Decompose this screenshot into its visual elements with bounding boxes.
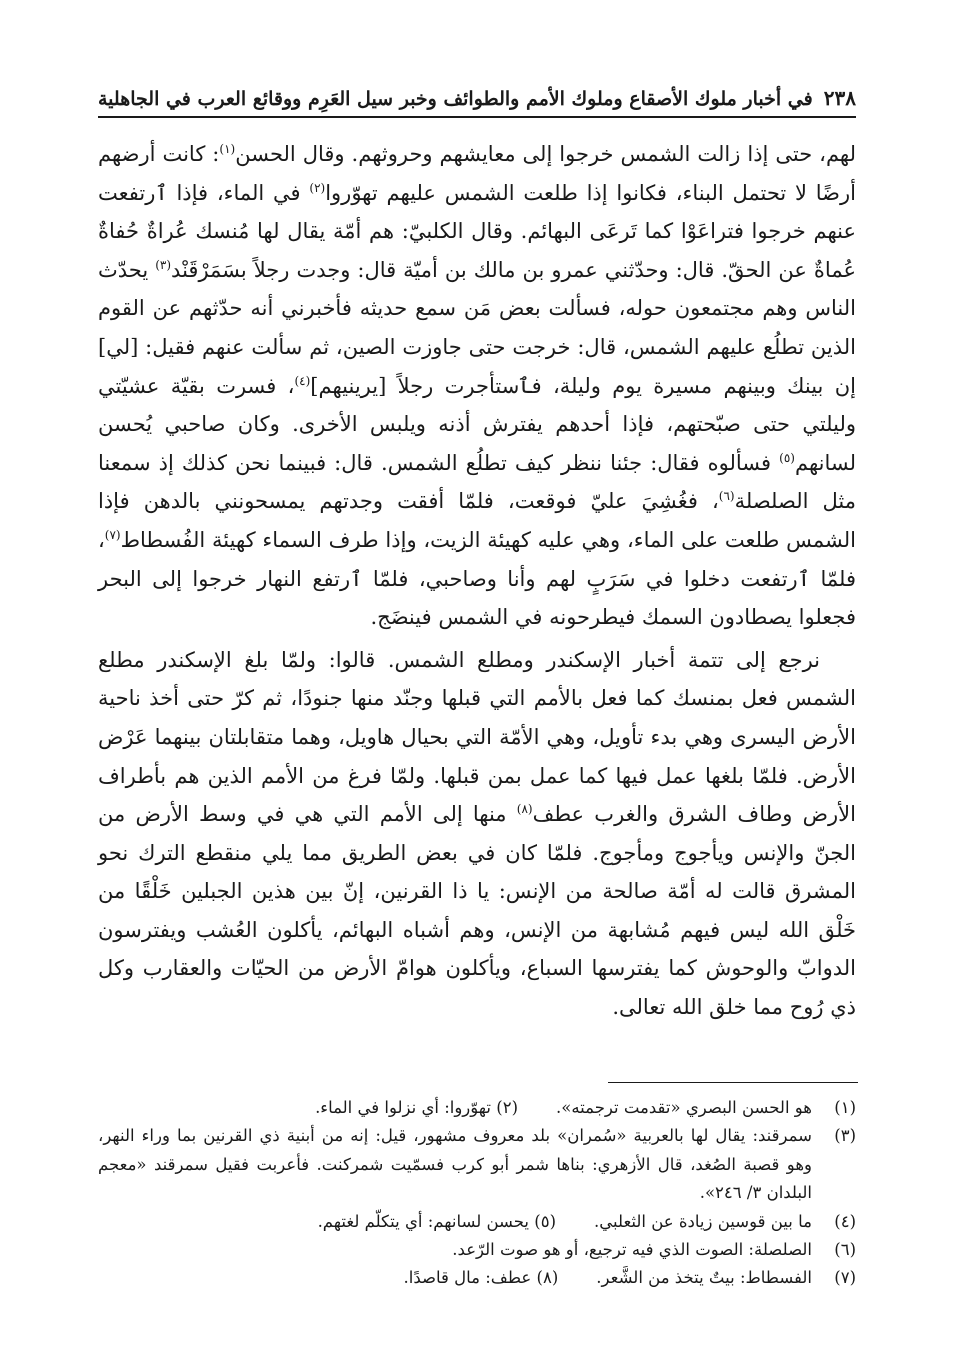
footnote (98, 1236, 856, 1264)
footnote-text-run: عطف: مال قاصدًا. (403, 1268, 532, 1288)
footnote-text-run: يحسن لسانهم: أي يتكلّم لغتهم. (317, 1211, 530, 1231)
paragraph (98, 135, 856, 637)
main-text (98, 135, 856, 1027)
paragraph (98, 641, 856, 1027)
footnote (98, 1094, 856, 1122)
footnote-text (98, 1208, 812, 1236)
text-run: ، فغُشِيَ عليّ فوقعت، فلمّا أفقت وجدتهم يمسحونني بالدهن فإذا الشمس طلعت على الماء، وهي عليه كهيئة الزيت، وإذا طرف السماء كهيئة الفُسطاط (98, 489, 856, 552)
footnote-text (98, 1094, 812, 1122)
text-run: ، فلمّا ٱرتفعت دخلوا في سَرَبٍ لهم وأنا وصاحبي، فلمّا ٱرتفع النهار خرجوا إلى البحر فجعلوا يصطادون السمك فيطرحونه في الشمس فينضَج. (98, 527, 856, 630)
footnote-text-run: الفسطاط: بيتٌ يتخذ من الشَّعر. (596, 1268, 812, 1288)
text-run: فسألوه فقال: جئنا ننظر كيف تطلُع الشمس. قال: فبينما نحن كذلك إذ سمعنا مثل الصلصلة (98, 450, 856, 514)
footnote-number: (٥) (534, 1211, 557, 1231)
page-header (98, 86, 856, 118)
footnote-number: (٢) (496, 1098, 518, 1117)
footnote-text (98, 1264, 812, 1292)
footnote-text-run: هو الحسن البصري «تقدمت ترجمته». (556, 1098, 812, 1117)
footnote (98, 1264, 856, 1292)
footnote (98, 1122, 856, 1207)
footnote-number: (٤) (834, 1211, 856, 1231)
footnote (98, 1208, 856, 1236)
footnote-ref: (٥) (779, 450, 795, 465)
footnote-text (98, 1122, 812, 1207)
footnote-ref: (٦) (718, 489, 735, 504)
text-run: نرجع إلى تتمة أخبار الإسكندر ومطلع الشمس. قالوا: ولمّا بلغ الإسكندر مطلع الشمس فعل بمنسك كما فعل بالأمم التي قبلها وجنّد منها جنودًا، ثم كرّ حتى أخذ ناحية الأرض اليسرى وهي بدء تأويل، وهي الأمّة التي بحيال هاويل، وهما متقابلتان بينهما عَرْض الأرض. فلمّا بلغها عمل فيها كما عمل بمن قبلها. ولمّا فرغ من الأمم الذين هم بأطراف الأرض وطاف الشرق والغرب عطف (98, 647, 856, 827)
footnote-number: (٦) (834, 1240, 856, 1260)
running-title: في أخبار ملوك الأصقاع وملوك الأمم والطوائف وخبر سيل العَرِم ووقائع العرب في الجاهلية (98, 88, 813, 110)
footnote-ref: (٧) (104, 527, 121, 542)
page-number: ٢٣٨ (823, 86, 856, 110)
footnote-ref: (١) (219, 142, 236, 156)
footnote-number: (٣) (834, 1126, 856, 1146)
footnote-ref: (٤) (294, 373, 311, 388)
footnote-ref: (٨) (516, 802, 533, 817)
footnote-separator (608, 1082, 858, 1083)
footnote-text (98, 1236, 812, 1264)
footnote-ref: (٣) (155, 257, 172, 272)
text-run: في الماء، فإذا ٱرتفعت عنهم خرجوا فتراعَوْا كما تَرعَى البهائم. وقال الكلبيّ: هم أمّة يقال لها مُنسك عُراةٌ حُفاةٌ عُماةٌ عن الحقّ. قال: وحدّثني عمرو بن مالك بن أميّة قال: وجدت رجلاً بسَمَرْقَنْد (98, 180, 856, 282)
footnote-text-run: تهوّروا: أي نزلوا في الماء. (315, 1098, 491, 1117)
text-run: لهم، حتى إذا زالت الشمس خرجوا إلى معايشهم وحروثهم. وقال الحسن (235, 142, 857, 166)
footnotes (98, 1094, 856, 1293)
text-run: : كانت أرضهم أرضًا لا تحتمل البناء، فكانوا إذا طلعت الشمس عليهم تهوّروا (98, 142, 856, 205)
text-run: ، فسرت بقيّة عشيّتي وليلتي حتى صبّحتهم، فإذا أحدهم يفترش أذنه ويلبس الأخرى. وكان صاحبي يُحسن لسانهم (98, 373, 856, 475)
footnote-number: (١) (834, 1098, 856, 1117)
footnote-number: (٧) (834, 1268, 856, 1288)
text-run: يحدّث الناس وهم مجتمعون حوله، فسألت بعض مَن سمع حديثه فأخبرني أنه حدّثهم عن القوم الذين تطلُع عليهم الشمس، قال: خرجت حتى جاوزت الصين، ثم سألت عنهم فقيل: [لي] إن بينك وبينهم مسيرة يوم وليلة، فٱستأجرت رجلاً [يرينيهم] (98, 257, 857, 398)
footnote-ref: (٢) (309, 180, 326, 195)
footnote-number: (٨) (536, 1268, 559, 1288)
footnote-text-run: ما بين قوسين زيادة عن الثعلبي. (594, 1211, 812, 1231)
text-run: منها إلى الأمم التي هي في وسط الأرض من الجنّ والإنس ويأجوج ومأجوج. فلمّا كان في بعض الطريق مما يلي منقطع الترك نحو المشرق قالت له أمّة صالحة من الإنس: يا ذا القرنين، إنّ بين هذين الجبلين خَلْقًا من خَلْق الله ليس فيهم مُشابهة من الإنس، وهم أشباه البهائم، يأكلون العُشب ويفترسون الدوابّ والوحوش كما يفترسها السباع، ويأكلون هوامّ الأرض من الحيّات والعقارب وكل ذي رُوح مما خلق الله تعالى. (98, 802, 856, 1020)
footnote-text-run: سمرقند: يقال لها بالعربية «سُمران» بلد معروف مشهور، قيل: إنه من أبنية ذي القرنين بما وراء النهر، وهو قصبة الصُغد، قال الأزهري: بناها شمر أبو كرب فسمّيت شمركنت. فأعربت فقيل سمرقند «معجم البلدان ٣/ ٢٤٦». (98, 1126, 812, 1203)
footnote-text-run: الصلصلة: الصوت الذي فيه ترجيع، أو هو صوت الرّعد. (452, 1240, 812, 1260)
